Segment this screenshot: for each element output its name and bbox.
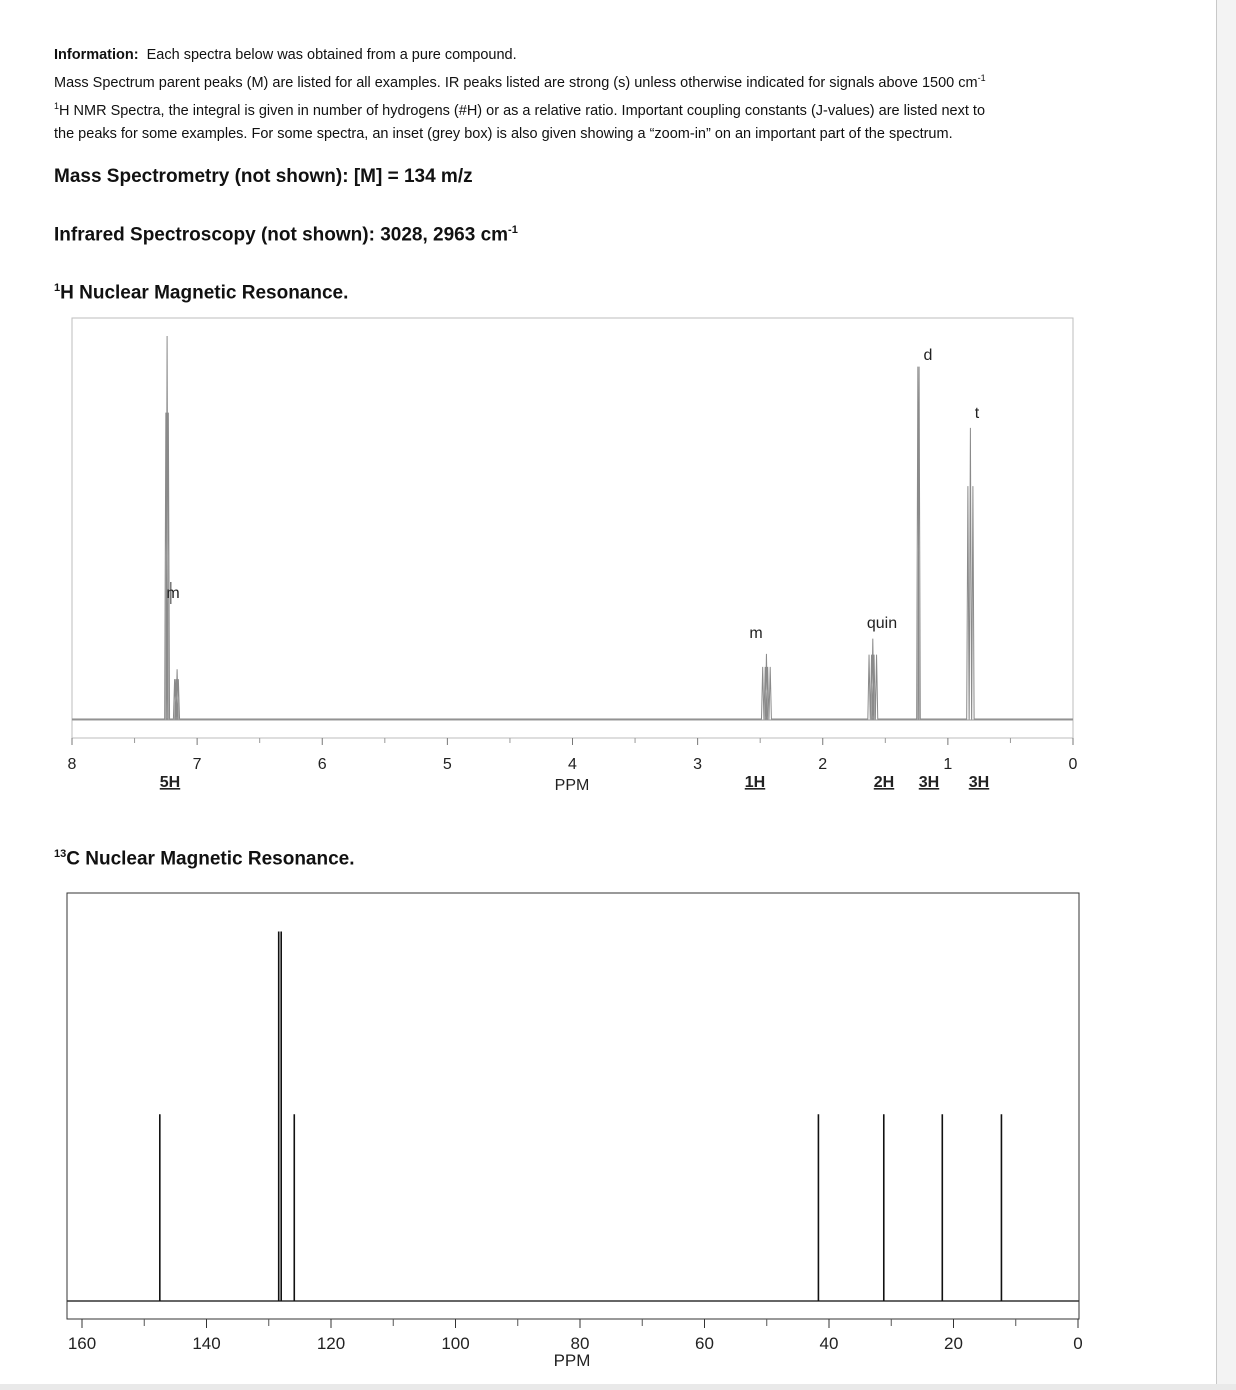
info-sup-2: -1 <box>977 73 986 83</box>
ir-heading-sup: -1 <box>508 224 518 236</box>
h-nmr-multiplicity-label: t <box>974 405 980 422</box>
c-nmr-minor-ticks <box>82 1319 1078 1328</box>
h-nmr-tick-label: 3 <box>693 756 703 773</box>
c-nmr-peaks <box>160 931 1002 1301</box>
c-nmr-heading-sup: 13 <box>54 848 67 860</box>
h-nmr-tick-label: 8 <box>67 756 77 773</box>
h-nmr-tick-labels <box>68 756 1078 773</box>
h-nmr-trace <box>72 336 1073 719</box>
c-nmr-heading-text: C Nuclear Magnetic Resonance. <box>66 848 355 870</box>
mass-spec-heading: Mass Spectrometry (not shown): [M] = 134 m/z <box>54 166 473 187</box>
ir-heading-text: Infrared Spectroscopy (not shown): 3028, 2963 cm <box>54 224 509 246</box>
info-sup-3: 1 <box>54 100 60 111</box>
h-nmr-multiplicity-label: d <box>923 347 933 364</box>
c-nmr-tick-label: 100 <box>441 1334 470 1353</box>
h-nmr-tick-label: 0 <box>1068 756 1078 773</box>
scroll-gutter[interactable] <box>1217 0 1236 1390</box>
info-label: Information: <box>54 47 139 63</box>
bottom-edge <box>0 1384 1236 1390</box>
h-nmr-integral-label: 3H <box>918 774 940 791</box>
h-nmr-tick-label: 4 <box>568 756 577 773</box>
c-nmr-tick-label: 80 <box>570 1334 590 1353</box>
info-text-4: the peaks for some examples. For some spectra, an inset (grey box) is also given showing a “zoom-in” on an important part of the spectrum. <box>54 125 953 142</box>
info-text-3: H NMR Spectra, the integral is given in number of hydrogens (#H) or as a relative ratio. Important coupling constants (J-values) are listed next to <box>59 102 986 119</box>
c-nmr-tick-label: 40 <box>819 1334 839 1353</box>
h-nmr-heading-text: H Nuclear Magnetic Resonance. <box>60 282 349 304</box>
c-nmr-frame <box>67 893 1079 1319</box>
h-nmr-multiplicity-label: m <box>166 585 180 602</box>
h-nmr-xlabel: PPM <box>554 777 590 794</box>
h-nmr-multiplicity-labels <box>166 347 979 642</box>
c-nmr-tick-label: 140 <box>192 1334 221 1353</box>
h-nmr-integral-label: 5H <box>159 774 181 791</box>
c-nmr-xlabel: PPM <box>553 1351 591 1370</box>
h-nmr-tick-label: 1 <box>943 756 953 773</box>
h-nmr-minor-ticks <box>72 738 1073 745</box>
h-nmr-heading-sup: 1 <box>54 282 61 294</box>
h-nmr-tick-label: 7 <box>192 756 202 773</box>
h-nmr-tick-label: 5 <box>442 756 452 773</box>
c-nmr-tick-label: 60 <box>695 1334 714 1353</box>
c-nmr-tick-label: 120 <box>316 1334 346 1353</box>
info-text-2: Mass Spectrum parent peaks (M) are listed for all examples. IR peaks listed are strong (s) unless otherwise indicated for signals above 1500 cm <box>54 74 978 91</box>
h-nmr-tick-label: 2 <box>818 756 828 773</box>
c-nmr-tick-label: 0 <box>1073 1334 1083 1353</box>
h-nmr-integral-label: 2H <box>873 774 895 791</box>
h-nmr-multiplicity-label: m <box>749 625 763 642</box>
h-nmr-frame <box>72 318 1073 738</box>
h-nmr-integral-label: 1H <box>744 774 766 791</box>
h-nmr-chart <box>68 318 1078 794</box>
h-nmr-multiplicity-label: quin <box>866 615 898 632</box>
c-nmr-tick-label: 160 <box>67 1334 97 1353</box>
c-nmr-chart <box>67 893 1083 1370</box>
h-nmr-integral-label: 3H <box>968 774 990 791</box>
info-text-1: Each spectra below was obtained from a pure compound. <box>146 47 517 63</box>
h-nmr-tick-label: 6 <box>317 756 327 773</box>
c-nmr-tick-label: 20 <box>944 1334 963 1353</box>
